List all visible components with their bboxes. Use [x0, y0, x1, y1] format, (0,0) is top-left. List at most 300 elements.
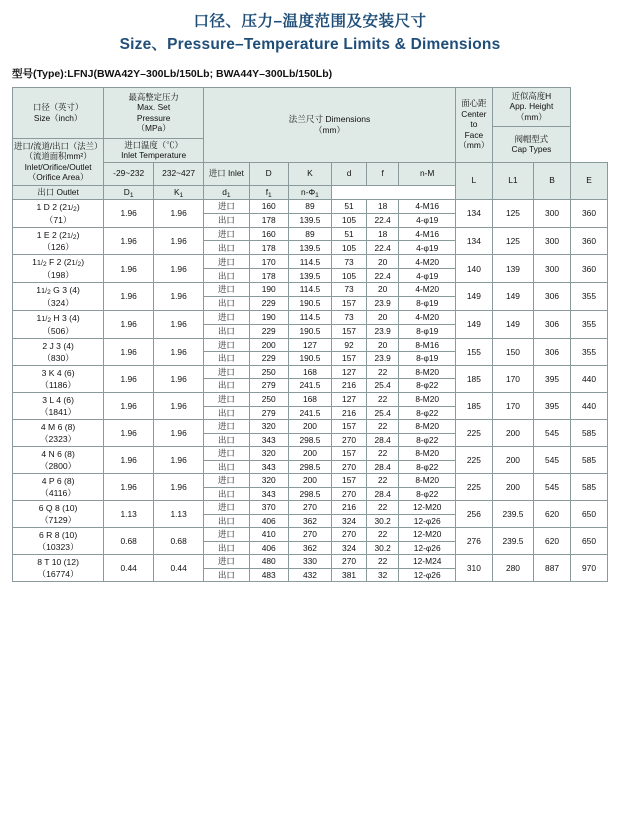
row-inlet-label: 进口	[204, 393, 250, 407]
header-cap-en: Cap Types	[511, 144, 552, 154]
dimensions-table	[12, 87, 608, 583]
row-inlet-K: 114.5	[288, 283, 331, 297]
row-B: 395	[534, 365, 571, 392]
row-inlet-D: 320	[249, 420, 288, 434]
row-inlet-D: 200	[249, 338, 288, 352]
row-outlet-K1: 190.5	[288, 352, 331, 366]
row-pressure-high-temp: 1.96	[154, 199, 204, 227]
row-size: 1 D 2 (21/2) （71）	[13, 199, 104, 227]
row-pressure-high-temp: 0.44	[154, 555, 204, 582]
row-inlet-d: 157	[332, 420, 367, 434]
row-outlet-label: 出口	[204, 269, 250, 283]
header-col-d: d	[332, 162, 367, 185]
row-outlet-d1: 270	[332, 460, 367, 474]
row-L: 225	[455, 420, 492, 447]
row-pressure-high-temp: 1.96	[154, 227, 204, 255]
row-inlet-f: 20	[366, 255, 399, 269]
row-L1: 200	[492, 447, 533, 474]
header-col-K: K	[288, 162, 331, 185]
row-inlet-label: 进口	[204, 311, 250, 325]
row-outlet-f1: 28.4	[366, 460, 399, 474]
row-inlet-nM: 4-M20	[399, 311, 455, 325]
row-pressure-high-temp: 1.96	[154, 474, 204, 501]
row-inlet-label: 进口	[204, 447, 250, 461]
row-L: 276	[455, 528, 492, 555]
title-english: Size、Pressure–Temperature Limits & Dimensions	[119, 36, 501, 54]
row-outlet-label: 出口	[204, 568, 250, 582]
row-size: 3 K 4 (6) （1186）	[13, 365, 104, 392]
row-outlet-f1: 28.4	[366, 433, 399, 447]
row-outlet-nPhi1: 8-φ22	[399, 433, 455, 447]
row-outlet-d1: 157	[332, 324, 367, 338]
row-inlet-d: 51	[332, 199, 367, 213]
header-col-f: f	[366, 162, 399, 185]
row-pressure-low-temp: 1.96	[104, 227, 154, 255]
row-pressure-high-temp: 1.96	[154, 447, 204, 474]
row-outlet-label: 出口	[204, 213, 250, 227]
row-pressure-low-temp: 0.44	[104, 555, 154, 582]
header-col-L: L	[455, 162, 492, 199]
row-outlet-label: 出口	[204, 541, 250, 555]
row-inlet-f: 22	[366, 365, 399, 379]
row-size: 6 R 8 (10) （10323）	[13, 528, 104, 555]
row-inlet-K: 89	[288, 199, 331, 213]
row-inlet-nM: 8-M20	[399, 474, 455, 488]
row-pressure-high-temp: 0.68	[154, 528, 204, 555]
table-body	[13, 199, 608, 582]
row-outlet-f1: 23.9	[366, 297, 399, 311]
row-outlet-d1: 157	[332, 352, 367, 366]
header-center-to-face	[455, 87, 492, 162]
row-inlet-d: 270	[332, 528, 367, 542]
row-size: 4 P 6 (8) （4116）	[13, 474, 104, 501]
row-inlet-label: 进口	[204, 555, 250, 569]
row-inlet-K: 114.5	[288, 311, 331, 325]
row-outlet-K1: 298.5	[288, 433, 331, 447]
header-height-en: App. Height	[509, 101, 554, 112]
row-outlet-nPhi1: 8-φ22	[399, 460, 455, 474]
row-E: 355	[571, 283, 608, 311]
row-inlet-d: 73	[332, 283, 367, 297]
header-size-sub-en: Inlet/Orifice/Outlet	[24, 161, 92, 172]
row-pressure-high-temp: 1.96	[154, 393, 204, 420]
row-E: 440	[571, 365, 608, 392]
row-inlet-f: 22	[366, 420, 399, 434]
row-L1: 149	[492, 311, 533, 339]
row-inlet-nM: 8-M20	[399, 365, 455, 379]
row-inlet-D: 480	[249, 555, 288, 569]
row-outlet-K1: 139.5	[288, 269, 331, 283]
row-outlet-d1: 324	[332, 514, 367, 528]
row-outlet-label: 出口	[204, 460, 250, 474]
row-E: 360	[571, 227, 608, 255]
row-B: 300	[534, 227, 571, 255]
row-L: 149	[455, 283, 492, 311]
row-outlet-K1: 298.5	[288, 460, 331, 474]
row-inlet-f: 18	[366, 199, 399, 213]
row-inlet-D: 320	[249, 474, 288, 488]
row-outlet-d1: 105	[332, 269, 367, 283]
row-B: 545	[534, 474, 571, 501]
row-inlet-nM: 8-M20	[399, 393, 455, 407]
row-outlet-K1: 362	[288, 541, 331, 555]
row-outlet-K1: 190.5	[288, 297, 331, 311]
row-L1: 150	[492, 338, 533, 365]
row-pressure-low-temp: 1.13	[104, 501, 154, 528]
table-row	[13, 528, 608, 542]
row-inlet-f: 22	[366, 555, 399, 569]
row-E: 585	[571, 474, 608, 501]
row-outlet-f1: 30.2	[366, 514, 399, 528]
row-inlet-f: 20	[366, 338, 399, 352]
row-L: 185	[455, 393, 492, 420]
row-B: 306	[534, 338, 571, 365]
row-outlet-nPhi1: 8-φ19	[399, 352, 455, 366]
row-outlet-label: 出口	[204, 379, 250, 393]
row-outlet-D1: 178	[249, 213, 288, 227]
header-center-en2: Face	[464, 129, 484, 140]
row-B: 620	[534, 528, 571, 555]
row-outlet-nPhi1: 4-φ19	[399, 269, 455, 283]
row-inlet-K: 127	[288, 338, 331, 352]
row-outlet-K1: 241.5	[288, 406, 331, 420]
row-size: 1 E 2 (21/2) （126）	[13, 227, 104, 255]
row-inlet-D: 160	[249, 199, 288, 213]
row-outlet-label: 出口	[204, 487, 250, 501]
row-size: 4 N 6 (8) （2800）	[13, 447, 104, 474]
row-L: 225	[455, 474, 492, 501]
header-height-cn: 近似高度H	[511, 90, 552, 101]
header-cap-cn: 阀帽型式	[514, 133, 549, 144]
header-size-en: Size（inch）	[33, 112, 83, 123]
header-col-nPhi1: $n-\Phi_1$	[288, 185, 331, 199]
row-outlet-D1: 279	[249, 379, 288, 393]
row-inlet-d: 157	[332, 447, 367, 461]
header-pressure-unit: （MPa）	[136, 123, 171, 133]
header-col-L1: L1	[492, 162, 533, 199]
row-outlet-f1: 22.4	[366, 241, 399, 255]
header-inlet-temperature	[104, 138, 204, 162]
table-row	[13, 255, 608, 269]
row-inlet-nM: 4-M20	[399, 255, 455, 269]
row-size: 11/2 F 2 (21/2) （198）	[13, 255, 104, 283]
header-col-nM: n-M	[399, 162, 455, 185]
row-outlet-nPhi1: 12-φ26	[399, 541, 455, 555]
row-outlet-K1: 241.5	[288, 379, 331, 393]
row-L1: 125	[492, 227, 533, 255]
header-center-cn: 面心距	[461, 98, 487, 109]
row-outlet-nPhi1: 8-φ22	[399, 379, 455, 393]
row-pressure-low-temp: 1.96	[104, 420, 154, 447]
header-col-E: E	[571, 162, 608, 199]
row-B: 545	[534, 420, 571, 447]
row-outlet-nPhi1: 8-φ19	[399, 324, 455, 338]
row-L1: 149	[492, 283, 533, 311]
row-L: 134	[455, 199, 492, 227]
row-outlet-label: 出口	[204, 514, 250, 528]
header-inlet-temp-en: Inlet Temperature	[121, 150, 187, 160]
row-inlet-K: 270	[288, 528, 331, 542]
row-pressure-low-temp: 1.96	[104, 393, 154, 420]
row-inlet-f: 22	[366, 447, 399, 461]
row-inlet-K: 200	[288, 420, 331, 434]
table-row	[13, 393, 608, 407]
row-inlet-label: 进口	[204, 227, 250, 241]
row-outlet-nPhi1: 4-φ19	[399, 213, 455, 227]
row-L: 134	[455, 227, 492, 255]
row-outlet-D1: 343	[249, 487, 288, 501]
row-inlet-d: 127	[332, 365, 367, 379]
header-pressure-en2: Pressure	[136, 112, 171, 123]
row-L: 155	[455, 338, 492, 365]
row-outlet-d1: 270	[332, 433, 367, 447]
row-pressure-high-temp: 1.96	[154, 255, 204, 283]
header-dims-unit: （mm）	[314, 124, 345, 135]
row-inlet-nM: 4-M16	[399, 227, 455, 241]
header-flange-dimensions	[204, 87, 456, 162]
header-outlet-row-label: 出口 Outlet	[13, 185, 104, 199]
header-cap-types	[492, 126, 570, 162]
table-row	[13, 199, 608, 213]
row-inlet-d: 92	[332, 338, 367, 352]
row-inlet-K: 200	[288, 447, 331, 461]
row-inlet-K: 330	[288, 555, 331, 569]
row-E: 355	[571, 338, 608, 365]
row-outlet-K1: 139.5	[288, 213, 331, 227]
row-outlet-K1: 362	[288, 514, 331, 528]
header-center-en: Center to	[461, 108, 487, 130]
row-inlet-D: 370	[249, 501, 288, 515]
row-outlet-nPhi1: 8-φ22	[399, 406, 455, 420]
row-outlet-f1: 32	[366, 568, 399, 582]
row-outlet-nPhi1: 8-φ19	[399, 297, 455, 311]
row-inlet-D: 320	[249, 447, 288, 461]
row-size: 2 J 3 (4) （830）	[13, 338, 104, 365]
row-inlet-f: 22	[366, 528, 399, 542]
row-L: 185	[455, 365, 492, 392]
header-temp-range-1: -29~232	[104, 162, 154, 185]
table-row	[13, 474, 608, 488]
row-outlet-K1: 298.5	[288, 487, 331, 501]
row-inlet-d: 51	[332, 227, 367, 241]
row-outlet-d1: 270	[332, 487, 367, 501]
row-pressure-low-temp: 1.96	[104, 474, 154, 501]
table-row	[13, 447, 608, 461]
row-inlet-K: 89	[288, 227, 331, 241]
row-inlet-d: 127	[332, 393, 367, 407]
row-L1: 125	[492, 199, 533, 227]
row-E: 355	[571, 311, 608, 339]
row-outlet-D1: 178	[249, 269, 288, 283]
row-L1: 200	[492, 420, 533, 447]
row-inlet-K: 270	[288, 501, 331, 515]
row-inlet-label: 进口	[204, 199, 250, 213]
row-outlet-K1: 190.5	[288, 324, 331, 338]
row-inlet-D: 190	[249, 311, 288, 325]
row-size: 6 Q 8 (10) （7129）	[13, 501, 104, 528]
row-inlet-D: 410	[249, 528, 288, 542]
row-B: 306	[534, 311, 571, 339]
row-outlet-f1: 30.2	[366, 541, 399, 555]
header-app-height	[492, 87, 570, 126]
table-row	[13, 338, 608, 352]
row-pressure-high-temp: 1.96	[154, 283, 204, 311]
row-inlet-d: 216	[332, 501, 367, 515]
row-inlet-D: 160	[249, 227, 288, 241]
table-row	[13, 227, 608, 241]
row-outlet-K1: 139.5	[288, 241, 331, 255]
row-pressure-low-temp: 1.96	[104, 447, 154, 474]
row-pressure-high-temp: 1.96	[154, 365, 204, 392]
header-center-unit: （mm）	[458, 140, 490, 151]
header-size	[13, 87, 104, 138]
row-outlet-nPhi1: 12-φ26	[399, 568, 455, 582]
row-E: 360	[571, 199, 608, 227]
row-L: 225	[455, 447, 492, 474]
row-outlet-f1: 22.4	[366, 269, 399, 283]
row-outlet-f1: 28.4	[366, 487, 399, 501]
row-L: 256	[455, 501, 492, 528]
row-pressure-low-temp: 0.68	[104, 528, 154, 555]
row-inlet-label: 进口	[204, 365, 250, 379]
row-outlet-d1: 216	[332, 406, 367, 420]
row-outlet-label: 出口	[204, 433, 250, 447]
row-B: 300	[534, 255, 571, 283]
row-pressure-high-temp: 1.13	[154, 501, 204, 528]
row-inlet-D: 250	[249, 393, 288, 407]
header-col-B: B	[534, 162, 571, 199]
row-E: 650	[571, 501, 608, 528]
row-pressure-high-temp: 1.96	[154, 420, 204, 447]
row-inlet-d: 270	[332, 555, 367, 569]
title-chinese: 口径、压力–温度范围及安装尺寸	[193, 13, 427, 30]
row-pressure-high-temp: 1.96	[154, 311, 204, 339]
header-col-f1: $f_1$	[249, 185, 288, 199]
row-outlet-d1: 324	[332, 541, 367, 555]
row-size: 8 T 10 (12) （16774）	[13, 555, 104, 582]
row-inlet-d: 73	[332, 255, 367, 269]
header-col-d1: $d_1$	[204, 185, 250, 199]
table-header	[13, 87, 608, 199]
header-size-detail	[13, 138, 104, 185]
header-dims-cn: 法兰尺寸 Dimensions	[288, 113, 371, 124]
row-E: 440	[571, 393, 608, 420]
row-L1: 139	[492, 255, 533, 283]
header-col-K1: $K_1$	[154, 185, 204, 199]
row-E: 585	[571, 447, 608, 474]
row-inlet-f: 22	[366, 474, 399, 488]
row-L1: 239.5	[492, 501, 533, 528]
row-pressure-low-temp: 1.96	[104, 199, 154, 227]
row-outlet-label: 出口	[204, 297, 250, 311]
row-outlet-d1: 216	[332, 379, 367, 393]
type-line: 型号(Type):LFNJ(BWA42Y–300Lb/150Lb; BWA44Y–300Lb/150Lb)	[12, 67, 333, 80]
row-inlet-nM: 4-M16	[399, 199, 455, 213]
table-row	[13, 365, 608, 379]
row-inlet-label: 进口	[204, 474, 250, 488]
row-outlet-nPhi1: 8-φ22	[399, 487, 455, 501]
row-inlet-nM: 12-M20	[399, 528, 455, 542]
row-inlet-nM: 8-M16	[399, 338, 455, 352]
page-title	[0, 0, 620, 57]
row-inlet-K: 168	[288, 393, 331, 407]
row-outlet-D1: 483	[249, 568, 288, 582]
row-outlet-d1: 381	[332, 568, 367, 582]
header-inlet-temp-cn: 进口温度（℃）	[124, 139, 183, 150]
row-L: 310	[455, 555, 492, 582]
row-outlet-d1: 105	[332, 241, 367, 255]
row-B: 887	[534, 555, 571, 582]
row-inlet-label: 进口	[204, 255, 250, 269]
row-outlet-f1: 23.9	[366, 352, 399, 366]
row-inlet-d: 73	[332, 311, 367, 325]
row-E: 650	[571, 528, 608, 555]
row-outlet-D1: 406	[249, 541, 288, 555]
header-pressure-cn: 最高整定压力	[128, 91, 179, 102]
header-pressure-en: Max. Set	[137, 102, 171, 112]
row-pressure-low-temp: 1.96	[104, 283, 154, 311]
row-B: 306	[534, 283, 571, 311]
row-size: 11/2 H 3 (4) （506）	[13, 311, 104, 339]
table-row	[13, 420, 608, 434]
row-inlet-label: 进口	[204, 420, 250, 434]
row-inlet-D: 190	[249, 283, 288, 297]
header-col-D: D	[249, 162, 288, 185]
row-inlet-label: 进口	[204, 501, 250, 515]
row-outlet-f1: 25.4	[366, 406, 399, 420]
header-temp-range-2: 232~427	[154, 162, 204, 185]
row-inlet-d: 157	[332, 474, 367, 488]
row-pressure-low-temp: 1.96	[104, 311, 154, 339]
row-inlet-nM: 12-M24	[399, 555, 455, 569]
row-B: 545	[534, 447, 571, 474]
row-inlet-K: 200	[288, 474, 331, 488]
header-height-unit: （mm）	[516, 111, 547, 122]
row-outlet-label: 出口	[204, 241, 250, 255]
row-outlet-nPhi1: 12-φ26	[399, 514, 455, 528]
row-outlet-label: 出口	[204, 406, 250, 420]
header-col-D1: $D_1$	[104, 185, 154, 199]
row-outlet-D1: 229	[249, 352, 288, 366]
row-inlet-nM: 4-M20	[399, 283, 455, 297]
row-outlet-label: 出口	[204, 352, 250, 366]
row-size: 11/2 G 3 (4) （324）	[13, 283, 104, 311]
row-outlet-nPhi1: 4-φ19	[399, 241, 455, 255]
row-inlet-D: 250	[249, 365, 288, 379]
row-inlet-f: 18	[366, 227, 399, 241]
row-E: 970	[571, 555, 608, 582]
row-outlet-D1: 343	[249, 460, 288, 474]
row-size: 3 L 4 (6) （1841）	[13, 393, 104, 420]
row-inlet-f: 20	[366, 311, 399, 325]
row-E: 585	[571, 420, 608, 447]
row-L1: 280	[492, 555, 533, 582]
row-inlet-K: 114.5	[288, 255, 331, 269]
row-B: 395	[534, 393, 571, 420]
row-inlet-label: 进口	[204, 338, 250, 352]
row-inlet-nM: 8-M20	[399, 420, 455, 434]
row-outlet-f1: 23.9	[366, 324, 399, 338]
row-inlet-f: 22	[366, 393, 399, 407]
row-outlet-D1: 229	[249, 297, 288, 311]
row-pressure-low-temp: 1.96	[104, 255, 154, 283]
row-outlet-f1: 25.4	[366, 379, 399, 393]
header-max-set-pressure	[104, 87, 204, 138]
header-size-sub-cn2: （流道面积mm²）	[24, 151, 92, 161]
row-outlet-d1: 105	[332, 213, 367, 227]
table-row	[13, 283, 608, 297]
table-row	[13, 311, 608, 325]
